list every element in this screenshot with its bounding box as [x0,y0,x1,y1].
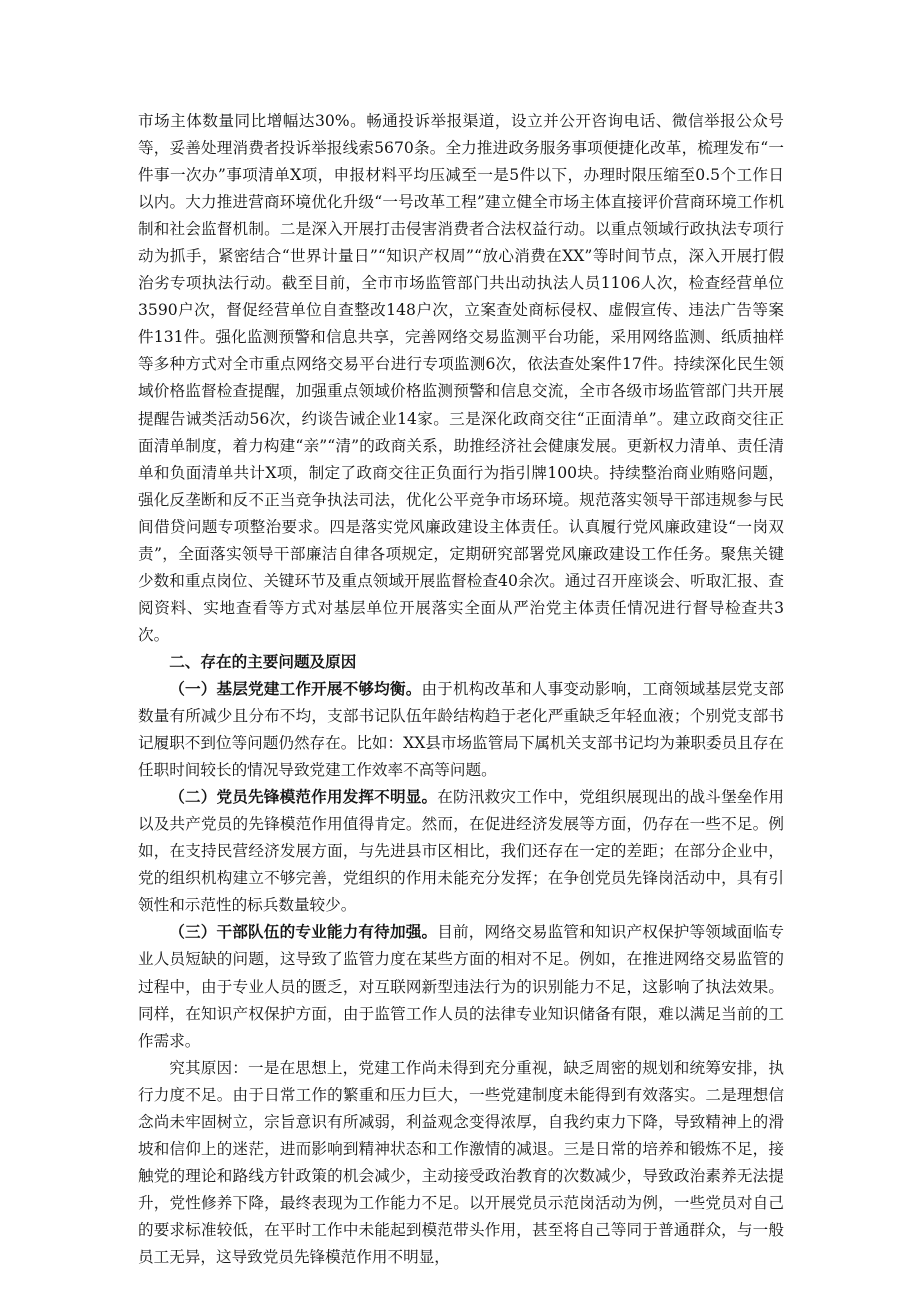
problem-item-2-title: （二）党员先锋模范作用发挥不明显。 [169,788,438,807]
causes-paragraph: 究其原因：一是在思想上，党建工作尚未得到充分重视，缺乏周密的规划和统筹安排，执行力度不足。由于日常工作的繁重和压力巨大，一些党建制度未能得到有效落实。二是理想信念尚未牢固树立，宗旨意识有所减弱，利益观念变得浓厚，自我约束力下降，导致精神上的滑坡和信仰上的迷茫，进而影响到精神状态和工作激情的减退。三是日常的培养和锻炼不足，接触党的理论和路线方针政策的机会减少，主动接受政治教育的次数减少，导致政治素养无法提升，党性修养下降，最终表现为工作能力不足。以开展党员示范岗活动为例，一些党员对自己的要求标准较低，在平时工作中未能起到模范带头作用，甚至将自己等同于普通群众，与一般员工无异，这导致党员先锋模范作用不明显， [138,1058,784,1266]
body-paragraph-achievements: 市场主体数量同比增幅达30%。畅通投诉举报渠道，设立并公开咨询电话、微信举报公众号等，妥善处理消费者投诉举报线索5670条。全力推进政务服务事项便捷化改革，梳理发布“一件事一次办”事项清单X项，申报材料平均压减至一是5件以下，办理时限压缩至0.5个工作日以内。大力推进营商环境优化升级“一号改革工程”建立健全市场主体直接评价营商环境工作机制和社会监督机制。二是深入开展打击侵害消费者合法权益行动。以重点领域行政执法专项行动为抓手，紧密结合“世界计量日”“知识产权周”“放心消费在XX”等时间节点，深入开展打假治劣专项执法行动。截至目前，全市市场监管部门共出动执法人员1106人次，检查经营单位3590户次，督促经营单位自查整改148户次，立案查处商标侵权、虚假宣传、违法广告等案件131件。强化监测预警和信息共享，完善网络交易监测平台功能，采用网络监测、纸质抽样等多种方式对全市重点网络交易平台进行专项监测6次，依法查处案件17件。持续深化民生领域价格监督检查提醒，加强重点领域价格监测预警和信息交流，全市各级市场监管部门共开展提醒告诫类活动56次，约谈告诫企业14家。三是深化政商交往“正面清单”。建立政商交往正面清单制度，着力构建“亲”“清”的政商关系，助推经济社会健康发展。更新权力清单、责任清单和负面清单共计X项，制定了政商交往正负面行为指引牌100块。持续整治商业贿赂问题，强化反垄断和反不正当竞争执法司法，优化公平竞争市场环境。规范落实领导干部违规参与民间借贷问题专项整治要求。四是落实党风廉政建设主体责任。认真履行党风廉政建设“一岗双责”，全面落实领导干部廉洁自律各项规定，定期研究部署党风廉政建设工作任务。聚焦关键少数和重点岗位、关键环节及重点领域开展监督检查40余次。通过召开座谈会、听取汇报、查阅资料、实地查看等方式对基层单位开展落实全面从严治党主体责任情况进行督导检查共3次。 [138,112,784,644]
problem-item-1-title: （一）基层党建工作开展不够均衡。 [169,679,422,698]
problem-item-1 [138,676,784,784]
problem-item-2-body: 在防汛救灾工作中，党组织展现出的战斗堡垒作用以及共产党员的先锋模范作用值得肯定。然而，在促进经济发展等方面，仍存在一些不足。例如，在支持民营经济发展方面，与先进县市区相比，我们还存在一定的差距；在部分企业中，党的组织机构建立不够完善，党组织的作用未能充分发挥；在争创党员先锋岗活动中，具有引领性和示范性的标兵数量较少。 [138,788,784,915]
section-heading: 二、存在的主要问题及原因 [169,652,357,671]
problem-item-3 [138,919,784,1054]
document-page [138,108,784,1271]
problem-item-3-title: （三）干部队伍的专业能力有待加强。 [169,923,438,942]
problem-item-1-body: 由于机构改革和人事变动影响，工商领域基层党支部数量有所减少且分布不均，支部书记队伍年龄结构趋于老化严重缺乏年轻血液；个别党支部书记履职不到位等问题仍然存在。比如：XX县市场监管局下属机关支部书记均为兼职委员且存在任职时间较长的情况导致党建工作效率不高等问题。 [138,679,784,780]
problem-item-3-body: 目前，网络交易监管和知识产权保护等领域面临专业人员短缺的问题，这导致了监管力度在某些方面的相对不足。例如，在推进网络交易监管的过程中，由于专业人员的匮乏，对互联网新型违法行为的识别能力不足，这影响了执法效果。同样，在知识产权保护方面，由于监管工作人员的法律专业知识储备有限，难以满足当前的工作需求。 [138,923,784,1050]
problem-item-2 [138,784,784,919]
